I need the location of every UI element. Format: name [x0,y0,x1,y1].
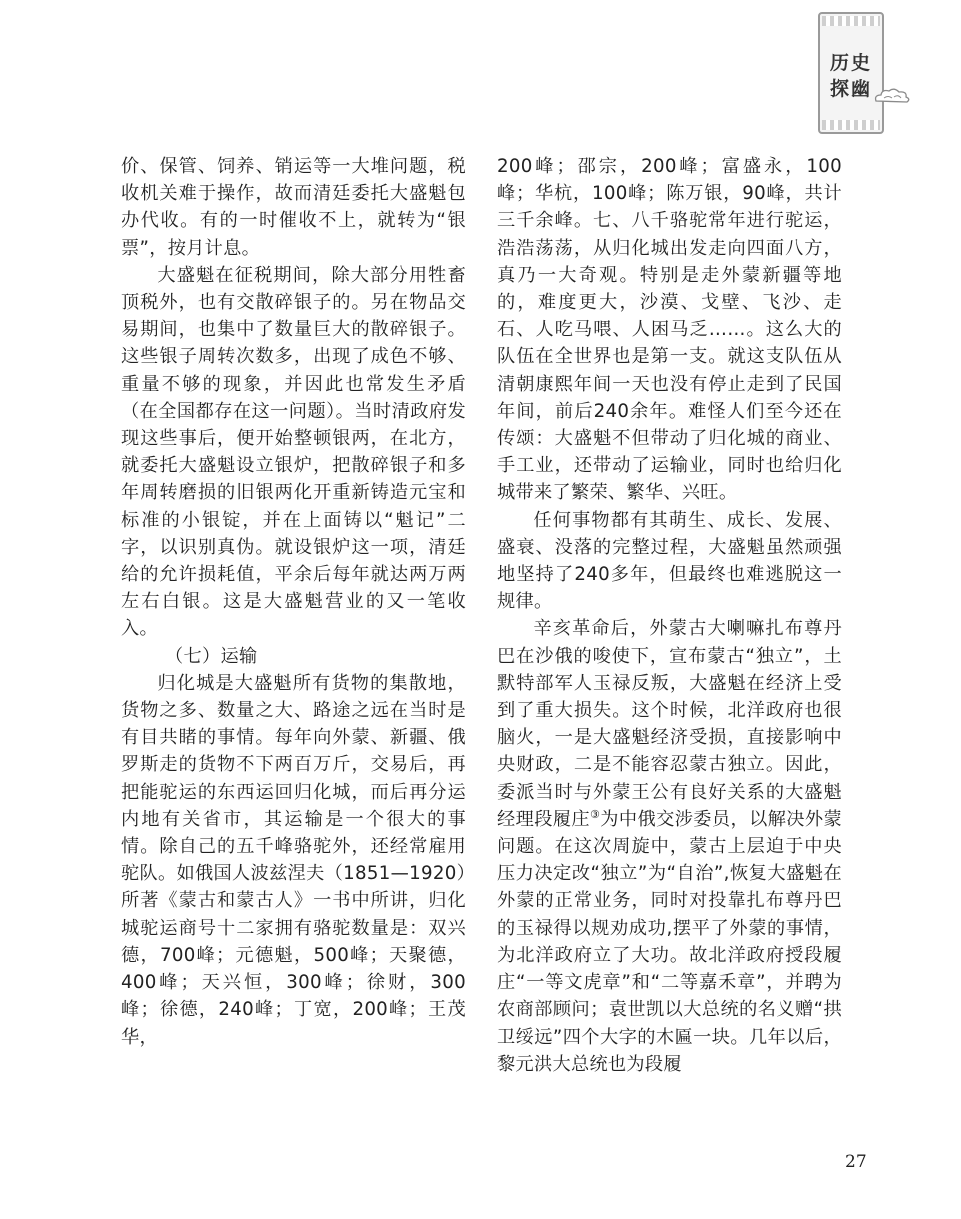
footnote-marker: ③ [590,807,601,821]
paragraph-rise-and-fall: 任何事物都有其萌生、成长、发展、盛衰、没落的完整过程，大盛魁虽然顽强地坚持了240多年，但最终也难逃脱这一规律。 [497,509,842,613]
left-column [121,153,466,1051]
badge-frieze-bottom [822,120,880,130]
paragraph-text-part-1: 辛亥革命后，外蒙古大喇嘛扎布尊丹巴在沙俄的唆使下，宣布蒙古“独立”，土默特部军人玉禄反叛，大盛魁在经济上受到了重大损失。这个时候，北洋政府也很脑火，一是大盛魁经济受损，直接影响中央财政，二是不能容忍蒙古独立。因此，委派当时与外蒙王公有良好关系的大盛魁经理段履庄 [497,618,842,830]
paragraph-silver-smelting: 大盛魁在征税期间，除大部分用牲畜顶税外，也有交散碎银子的。另在物品交易期间，也集中了数量巨大的散碎银子。这些银子周转次数多，出现了成色不够、重量不够的现象，并因此也常发生矛盾（在全国都存在这一问题）。当时清政府发现这些事后，便开始整顿银两，在北方，就委托大盛魁设立银炉，把散碎银子和多年周转磨损的旧银两化开重新铸造元宝和标准的小银锭，并在上面铸以“魁记”二字，以识别真伪。就设银炉这一项，清廷给的允许损耗值，平余后每年就达两万两左右白银。这是大盛魁营业的又一笔收入。 [121,264,466,640]
paragraph-text-part-2: 为中俄交涉委员，以解决外蒙问题。在这次周旋中，蒙古上层迫于中央压力决定改“独立”为“自治”,恢复大盛魁在外蒙的正常业务，同时对投靠扎布尊丹巴的玉禄得以规劝成功,摆平了外蒙的事情，为北洋政府立了大功。故北洋政府授段履庄“一等文虎章”和“二等嘉禾章”，并聘为农商部顾问；袁世凯以大总统的名义赠“拱卫绥远”四个大字的木匾一块。几年以后，黎元洪大总统也为段履 [497,808,842,1075]
section-heading-transport: （七）运输 [165,645,258,667]
cloud-ornament-icon [872,86,912,106]
right-column [497,153,842,1078]
paragraph-caravan: 200峰；邵宗，200峰；富盛永，100峰；华杭，100峰；陈万银，90峰，共计三千余峰。七、八千骆驼常年进行驼运，浩浩荡荡，从归化城出发走向四面八方，真乃一大奇观。特别是走外蒙新疆等地的，难度更大，沙漠、戈壁、飞沙、走石、人吃马喂、人困马乏……。这么大的队伍在全世界也是第一支。就这支队伍从清朝康熙年间一天也没有停止走到了民国年间，前后240余年。难怪人们至今还在传颂：大盛魁不但带动了归化城的商业、手工业，还带动了运输业，同时也给归化城带来了繁荣、繁华、兴旺。 [497,156,842,504]
page-number: 27 [845,1152,867,1172]
paragraph-camel-transport: 归化城是大盛魁所有货物的集散地，货物之多、数量之大、路途之远在当时是有目共睹的事情。每年向外蒙、新疆、俄罗斯走的货物不下两百万斤，交易后，再把能驼运的东西运回归化城，而后再分运内地有关省市，其运输是一个很大的事情。除自己的五千峰骆驼外，还经常雇用驼队。如俄国人波兹涅夫（1851—1920）所著《蒙古和蒙古人》一书中所讲，归化城驼运商号十二家拥有骆驼数量是：双兴德，700峰；元德魁，500峰；天聚德，400峰；天兴恒，300峰；徐财，300峰；徐德，240峰；丁宽，200峰；王茂华， [121,672,466,1048]
badge-frieze-top [822,16,880,26]
paragraph-tax-collection: 价、保管、饲养、销运等一大堆问题，税收机关难于操作，故而清廷委托大盛魁包办代收。有的一时催收不上，就转为“银票”，按月计息。 [121,156,466,259]
section-badge [818,12,884,134]
section-badge-title: 历史 探幽 [829,52,872,100]
paragraph-xinhai-revolution [497,615,842,1077]
